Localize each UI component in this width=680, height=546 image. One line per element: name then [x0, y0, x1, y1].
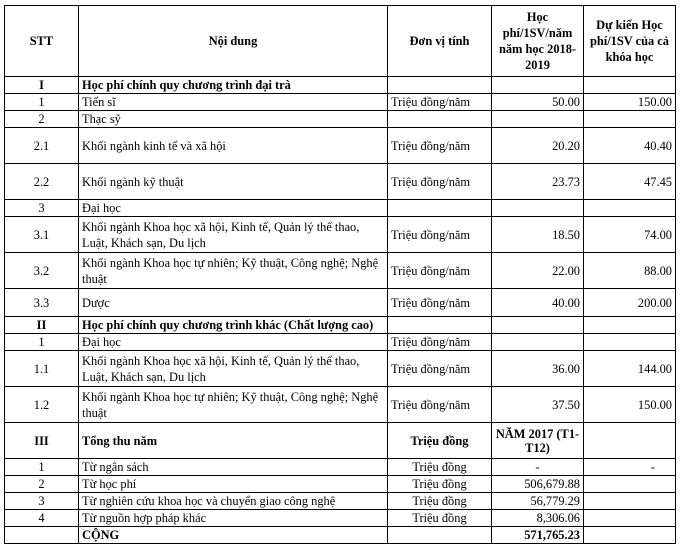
row-fee-course: 47.45 — [584, 164, 676, 200]
row-content: Khối ngành kinh tế và xã hội — [79, 128, 388, 164]
row-stt: 3 — [5, 200, 79, 217]
row-unit: Triệu đồng/năm — [388, 164, 492, 200]
section-title: Tổng thu năm — [79, 423, 388, 459]
row-fee-year: 8,306.06 — [492, 510, 584, 527]
row-content: Từ nguồn hợp pháp khác — [79, 510, 388, 527]
header-stt: STT — [5, 6, 79, 77]
table-row — [5, 94, 676, 111]
row-content: Từ ngân sách — [79, 459, 388, 476]
row-fee-year — [492, 334, 584, 351]
header-row — [5, 6, 676, 77]
row-fee-year: 506,679.88 — [492, 476, 584, 493]
table-row — [5, 289, 676, 317]
row-stt: 2 — [5, 111, 79, 128]
row-unit: Triệu đồng/năm — [388, 289, 492, 317]
row-unit: Triệu đồng/năm — [388, 387, 492, 423]
row-fee-year: 40.00 — [492, 289, 584, 317]
row-fee-year — [492, 111, 584, 128]
section-title: Học phí chính quy chương trình khác (Chất lượng cao) — [79, 317, 388, 334]
row-stt: 3 — [5, 493, 79, 510]
table-row — [5, 334, 676, 351]
row-unit: Triệu đồng/năm — [388, 351, 492, 387]
row-fee-year — [492, 200, 584, 217]
row-content: Khối ngành Khoa học xã hội, Kinh tế, Quản lý thể thao, Luật, Khách sạn, Du lịch — [79, 351, 388, 387]
row-fee-course — [584, 111, 676, 128]
row-unit: Triệu đồng — [388, 510, 492, 527]
row-content: Đại học — [79, 334, 388, 351]
total-row — [5, 527, 676, 544]
table-row — [5, 217, 676, 253]
row-stt: 4 — [5, 510, 79, 527]
row-fee-year: 37.50 — [492, 387, 584, 423]
table-row — [5, 111, 676, 128]
table-row — [5, 200, 676, 217]
row-unit: Triệu đồng/năm — [388, 334, 492, 351]
header-unit: Đơn vị tính — [388, 6, 492, 77]
section-row — [5, 77, 676, 94]
row-content: Dược — [79, 289, 388, 317]
row-content: Từ nghiên cứu khoa học và chuyển giao công nghệ — [79, 493, 388, 510]
row-content: Từ học phí — [79, 476, 388, 493]
row-fee-course: 40.40 — [584, 128, 676, 164]
row-fee-year: 22.00 — [492, 253, 584, 289]
table-row — [5, 476, 676, 493]
row-content: Thạc sỹ — [79, 111, 388, 128]
section-stt: II — [5, 317, 79, 334]
total-value: 571,765.23 — [492, 527, 584, 544]
table-row — [5, 493, 676, 510]
row-fee-course — [584, 493, 676, 510]
row-fee-year: 56,779.29 — [492, 493, 584, 510]
row-stt: 1.1 — [5, 351, 79, 387]
row-fee-course: 144.00 — [584, 351, 676, 387]
header-fee-year: Học phí/1SV/năm năm học 2018-2019 — [492, 6, 584, 77]
row-unit — [388, 111, 492, 128]
row-stt: 3.3 — [5, 289, 79, 317]
row-stt: 2 — [5, 476, 79, 493]
row-unit: Triệu đồng/năm — [388, 94, 492, 111]
section-row — [5, 423, 676, 459]
table-row — [5, 387, 676, 423]
row-unit: Triệu đồng/năm — [388, 217, 492, 253]
row-unit: Triệu đồng — [388, 493, 492, 510]
table-row — [5, 164, 676, 200]
row-content: Khối ngành kỹ thuật — [79, 164, 388, 200]
row-content: Đại học — [79, 200, 388, 217]
row-stt: 3.1 — [5, 217, 79, 253]
row-content: Khối ngành Khoa học tự nhiên; Kỹ thuật, Công nghệ; Nghệ thuật — [79, 387, 388, 423]
row-fee-course: - — [584, 459, 676, 476]
row-fee-course — [584, 510, 676, 527]
section-title: Học phí chính quy chương trình đại trà — [79, 77, 388, 94]
row-stt: 1 — [5, 459, 79, 476]
section-unit: Triệu đồng — [388, 423, 492, 459]
row-fee-year: 18.50 — [492, 217, 584, 253]
section-stt: III — [5, 423, 79, 459]
tuition-fee-table — [4, 5, 676, 544]
table-row — [5, 510, 676, 527]
row-fee-course — [584, 334, 676, 351]
table-row — [5, 459, 676, 476]
row-stt: 1 — [5, 94, 79, 111]
row-stt: 1 — [5, 334, 79, 351]
row-stt: 1.2 — [5, 387, 79, 423]
row-unit: Triệu đồng/năm — [388, 128, 492, 164]
total-label: CỘNG — [79, 527, 388, 544]
row-stt: 2.1 — [5, 128, 79, 164]
row-fee-year: - — [492, 459, 584, 476]
header-content: Nội dung — [79, 6, 388, 77]
row-stt: 2.2 — [5, 164, 79, 200]
row-fee-course — [584, 200, 676, 217]
row-unit: Triệu đồng/năm — [388, 253, 492, 289]
row-unit: Triệu đồng — [388, 459, 492, 476]
row-unit — [388, 200, 492, 217]
row-fee-year: 20.20 — [492, 128, 584, 164]
table-row — [5, 128, 676, 164]
table-row — [5, 253, 676, 289]
row-fee-course: 200.00 — [584, 289, 676, 317]
header-fee-course: Dự kiến Học phí/1SV của cả khóa học — [584, 6, 676, 77]
row-fee-course: 88.00 — [584, 253, 676, 289]
row-fee-year: 23.73 — [492, 164, 584, 200]
row-fee-course — [584, 476, 676, 493]
section-year: NĂM 2017 (T1-T12) — [492, 423, 584, 459]
section-stt: I — [5, 77, 79, 94]
row-fee-year: 36.00 — [492, 351, 584, 387]
table-row — [5, 351, 676, 387]
row-unit: Triệu đồng — [388, 476, 492, 493]
row-fee-course: 150.00 — [584, 94, 676, 111]
row-fee-course: 150.00 — [584, 387, 676, 423]
section-row — [5, 317, 676, 334]
row-content: Khối ngành Khoa học tự nhiên; Kỹ thuật, Công nghệ; Nghệ thuật — [79, 253, 388, 289]
row-content: Tiến sĩ — [79, 94, 388, 111]
row-stt: 3.2 — [5, 253, 79, 289]
row-content: Khối ngành Khoa học xã hội, Kinh tế, Quản lý thể thao, Luật, Khách sạn, Du lịch — [79, 217, 388, 253]
row-fee-year: 50.00 — [492, 94, 584, 111]
row-fee-course: 74.00 — [584, 217, 676, 253]
